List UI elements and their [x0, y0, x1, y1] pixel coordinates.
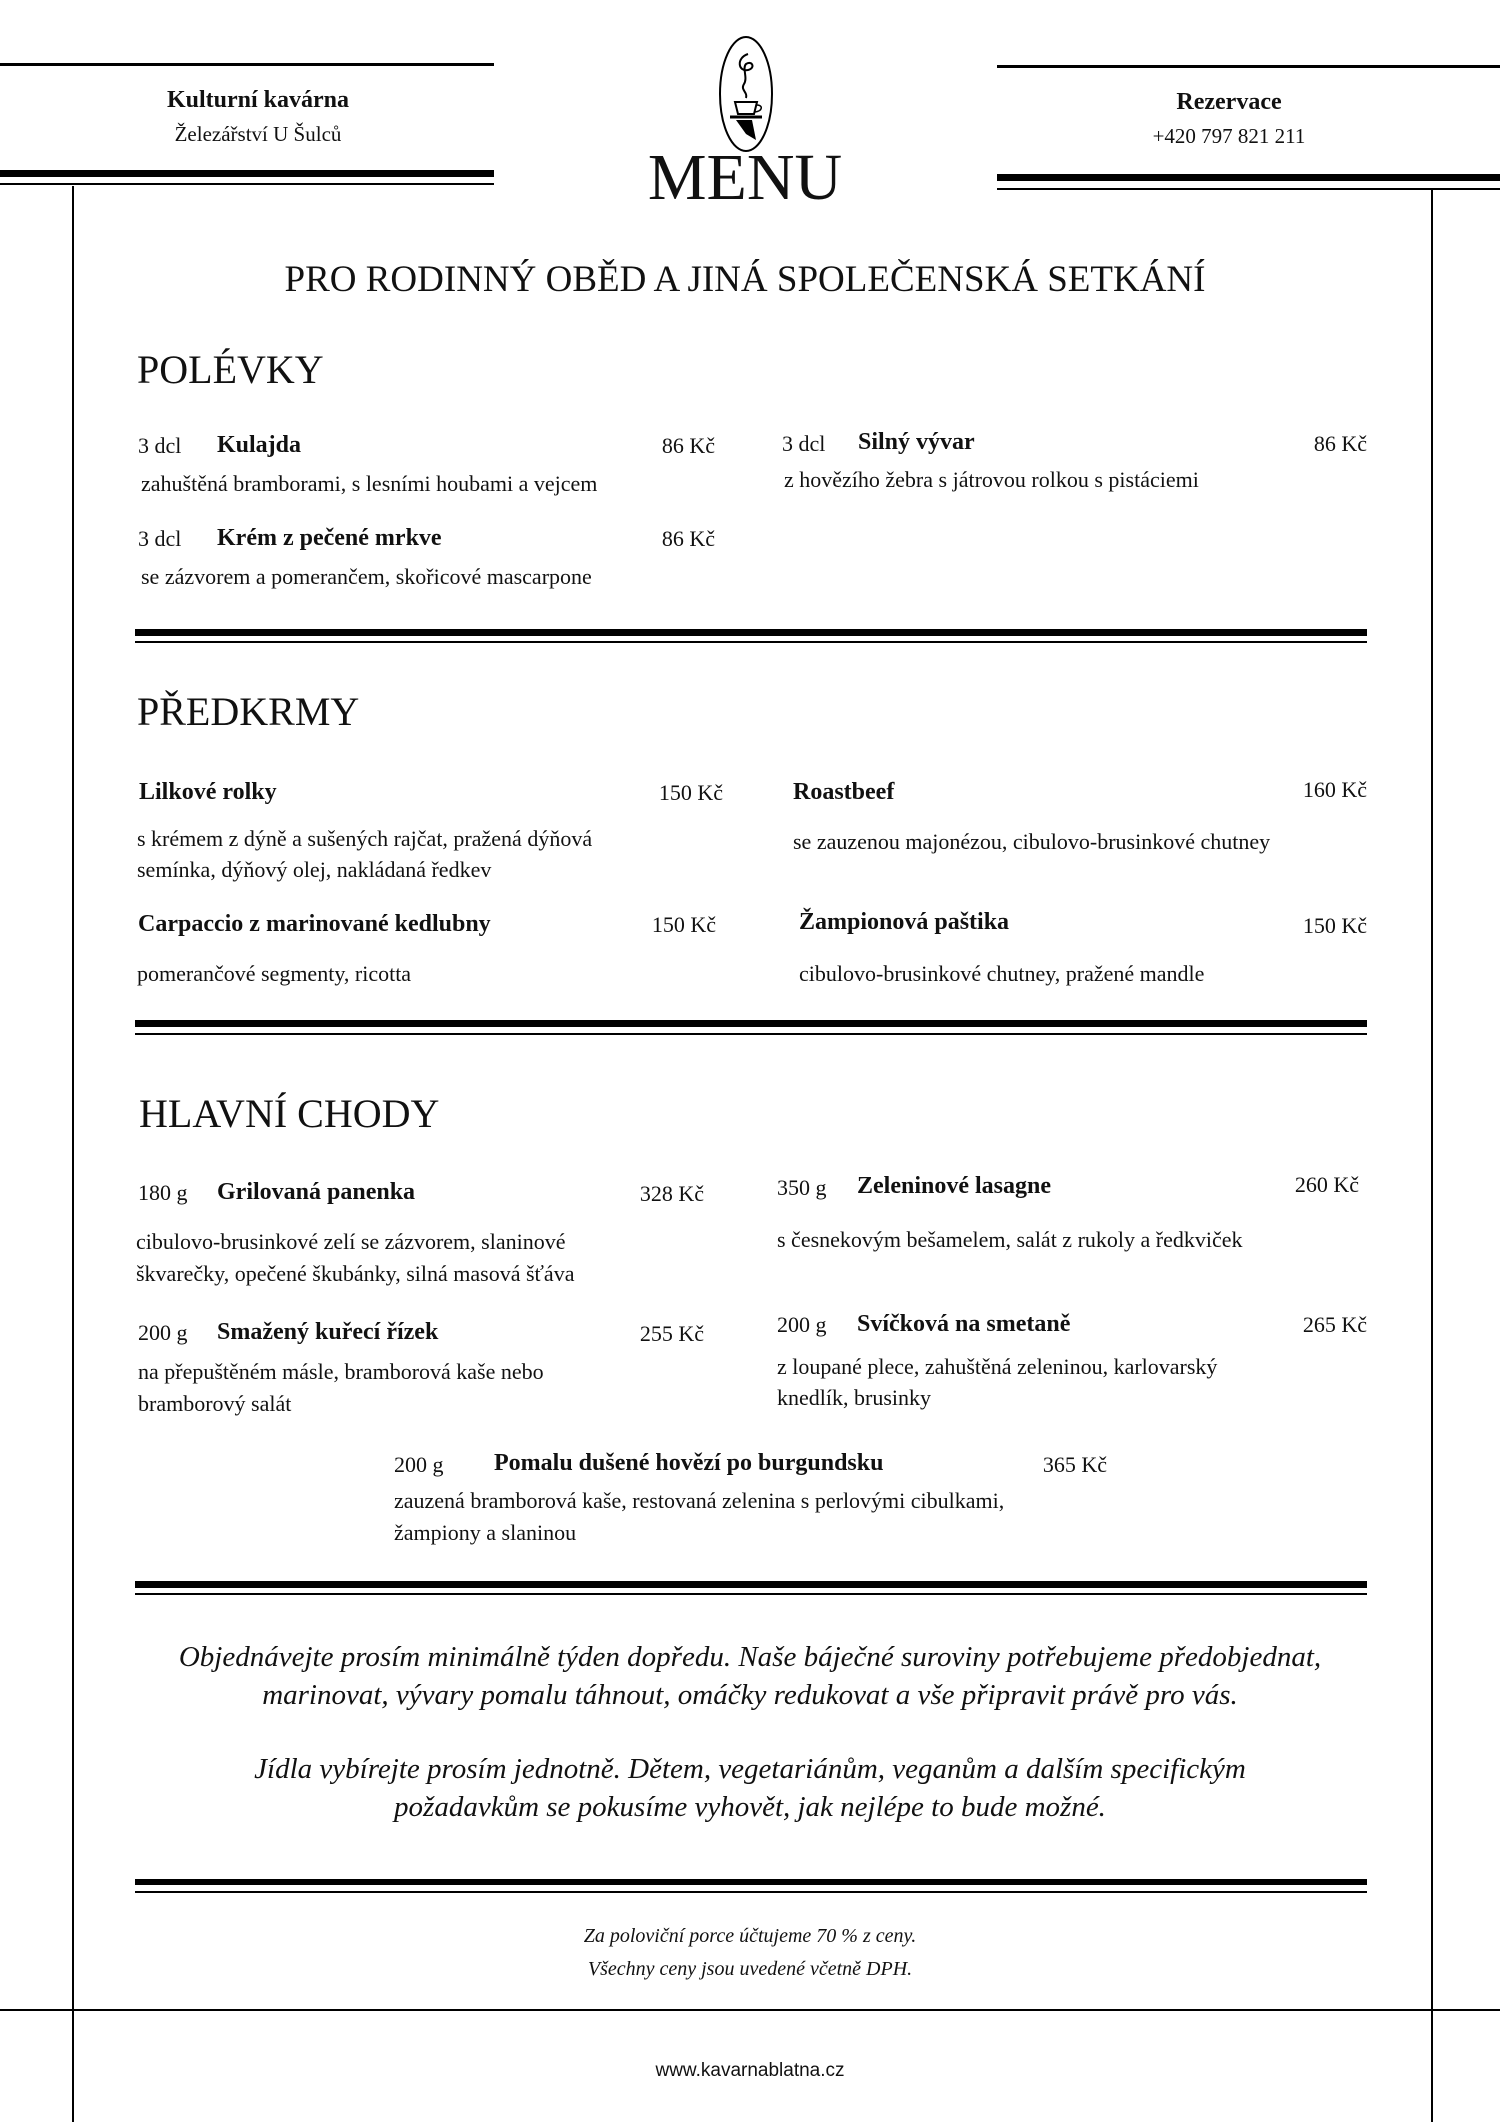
item-description: na přepuštěném másle, bramborová kaše nebo — [138, 1359, 544, 1384]
cafe-name: Kulturní kavárna — [166, 87, 350, 113]
item-price: 150 Kč — [651, 912, 716, 937]
section-divider-thick — [135, 1581, 1367, 1588]
item-quantity: 200 g — [138, 1320, 188, 1345]
item-description: knedlík, brusinky — [777, 1385, 931, 1410]
item-description: bramborový salát — [138, 1391, 292, 1416]
note-line: Jídla vybírejte prosím jednotně. Dětem, vegetariánům, veganům a dalším specifickým — [254, 1753, 1246, 1785]
item-description: se zauzenou majonézou, cibulovo-brusinkové chutney — [793, 829, 1271, 854]
item-description: s česnekovým bešamelem, salát z rukoly a ředkviček — [777, 1227, 1243, 1252]
website-link[interactable]: www.kavarnablatna.cz — [655, 2060, 845, 2081]
item-description: se zázvorem a pomerančem, skořicové mascarpone — [141, 564, 592, 589]
item-name: Krém z pečené mrkve — [217, 525, 442, 551]
item-description: cibulovo-brusinkové zelí se zázvorem, slaninové — [136, 1229, 566, 1254]
header-line-right-thin — [997, 188, 1500, 190]
item-quantity: 3 dcl — [138, 433, 182, 458]
menu-title: MENU — [647, 141, 843, 214]
section-divider-thin — [135, 1593, 1367, 1595]
header-line-right-thick — [997, 174, 1500, 181]
header-line-left-thin — [0, 183, 494, 185]
section-divider-thick — [135, 629, 1367, 636]
section-title-soups: POLÉVKY — [137, 347, 324, 392]
frame-left-vertical — [72, 186, 74, 2122]
item-price: 150 Kč — [658, 780, 723, 805]
cafe-subtitle: Železářství U Šulců — [174, 122, 342, 146]
section-divider-thin — [135, 1891, 1367, 1893]
header-line-left-top — [0, 63, 494, 66]
item-name: Smažený kuřecí řízek — [217, 1319, 439, 1345]
item-quantity: 350 g — [777, 1175, 827, 1200]
item-price: 260 Kč — [1294, 1172, 1359, 1197]
frame-right-vertical — [1431, 190, 1433, 2122]
item-name: Žampionová paštika — [799, 909, 1010, 935]
note-line: marinovat, vývary pomalu táhnout, omáčky redukovat a vše připravit právě pro vás. — [262, 1679, 1238, 1711]
item-quantity: 180 g — [138, 1180, 188, 1205]
pricing-note — [0, 1920, 1500, 1986]
note-line: požadavkům se pokusíme vyhovět, jak nejlépe to bude možné. — [394, 1791, 1106, 1823]
coffee-logo-icon — [718, 34, 774, 154]
section-title-mains: HLAVNÍ CHODY — [139, 1091, 440, 1136]
item-price: 86 Kč — [661, 433, 715, 458]
section-title-starters: PŘEDKRMY — [137, 689, 360, 734]
dietary-note — [0, 1750, 1500, 1826]
reservation-label: Rezervace — [1176, 89, 1282, 115]
item-description: pomerančové segmenty, ricotta — [137, 961, 412, 986]
footer-horizontal-line — [0, 2009, 1500, 2011]
reservation-phone[interactable]: +420 797 821 211 — [1152, 124, 1306, 148]
item-price: 265 Kč — [1302, 1312, 1367, 1337]
item-price: 365 Kč — [1042, 1452, 1107, 1477]
item-name: Carpaccio z marinované kedlubny — [138, 911, 491, 937]
item-name: Roastbeef — [793, 779, 895, 805]
item-description: cibulovo-brusinkové chutney, pražené mandle — [799, 961, 1205, 986]
item-price: 328 Kč — [639, 1181, 704, 1206]
item-name: Silný vývar — [858, 429, 975, 455]
section-divider-thin — [135, 641, 1367, 643]
note-line: Objednávejte prosím minimálně týden dopředu. Naše báječné suroviny potřebujeme předobjednat, — [178, 1641, 1322, 1673]
section-divider-thick — [135, 1020, 1367, 1027]
item-quantity: 3 dcl — [138, 526, 182, 551]
item-price: 86 Kč — [1313, 431, 1367, 456]
note-line: Všechny ceny jsou uvedené včetně DPH. — [587, 1958, 913, 1980]
item-price: 255 Kč — [639, 1321, 704, 1346]
note-line: Za poloviční porce účtujeme 70 % z ceny. — [583, 1925, 917, 1947]
item-name: Zeleninové lasagne — [857, 1173, 1052, 1199]
item-description: z loupané plece, zahuštěná zeleninou, karlovarský — [777, 1354, 1218, 1379]
item-quantity: 200 g — [394, 1452, 444, 1477]
item-price: 86 Kč — [661, 526, 715, 551]
ordering-note — [0, 1638, 1500, 1714]
item-name: Grilovaná panenka — [217, 1179, 416, 1205]
item-description: žampiony a slaninou — [394, 1520, 577, 1545]
item-quantity: 200 g — [777, 1312, 827, 1337]
item-name: Svíčková na smetaně — [857, 1311, 1071, 1337]
item-description: semínka, dýňový olej, nakládaná ředkev — [137, 857, 492, 882]
menu-subtitle: PRO RODINNÝ OBĚD A JINÁ SPOLEČENSKÁ SETKÁNÍ — [284, 259, 1206, 300]
section-divider-thick — [135, 1879, 1367, 1885]
item-quantity: 3 dcl — [782, 431, 826, 456]
header-line-right-top — [997, 65, 1500, 68]
item-description: s krémem z dýně a sušených rajčat, pražená dýňová — [137, 826, 593, 851]
header-line-left-thick — [0, 170, 494, 177]
item-name: Kulajda — [217, 432, 302, 458]
item-description: zauzená bramborová kaše, restovaná zelenina s perlovými cibulkami, — [394, 1488, 1005, 1513]
item-description: zahuštěná bramborami, s lesními houbami a vejcem — [141, 471, 598, 496]
section-divider-thin — [135, 1033, 1367, 1035]
item-price: 150 Kč — [1302, 913, 1367, 938]
item-description: z hovězího žebra s játrovou rolkou s pistáciemi — [784, 467, 1199, 492]
item-price: 160 Kč — [1302, 777, 1367, 802]
item-description: škvarečky, opečené škubánky, silná masová šťáva — [136, 1261, 575, 1286]
item-name: Pomalu dušené hovězí po burgundsku — [494, 1450, 884, 1476]
item-name: Lilkové rolky — [139, 779, 277, 805]
